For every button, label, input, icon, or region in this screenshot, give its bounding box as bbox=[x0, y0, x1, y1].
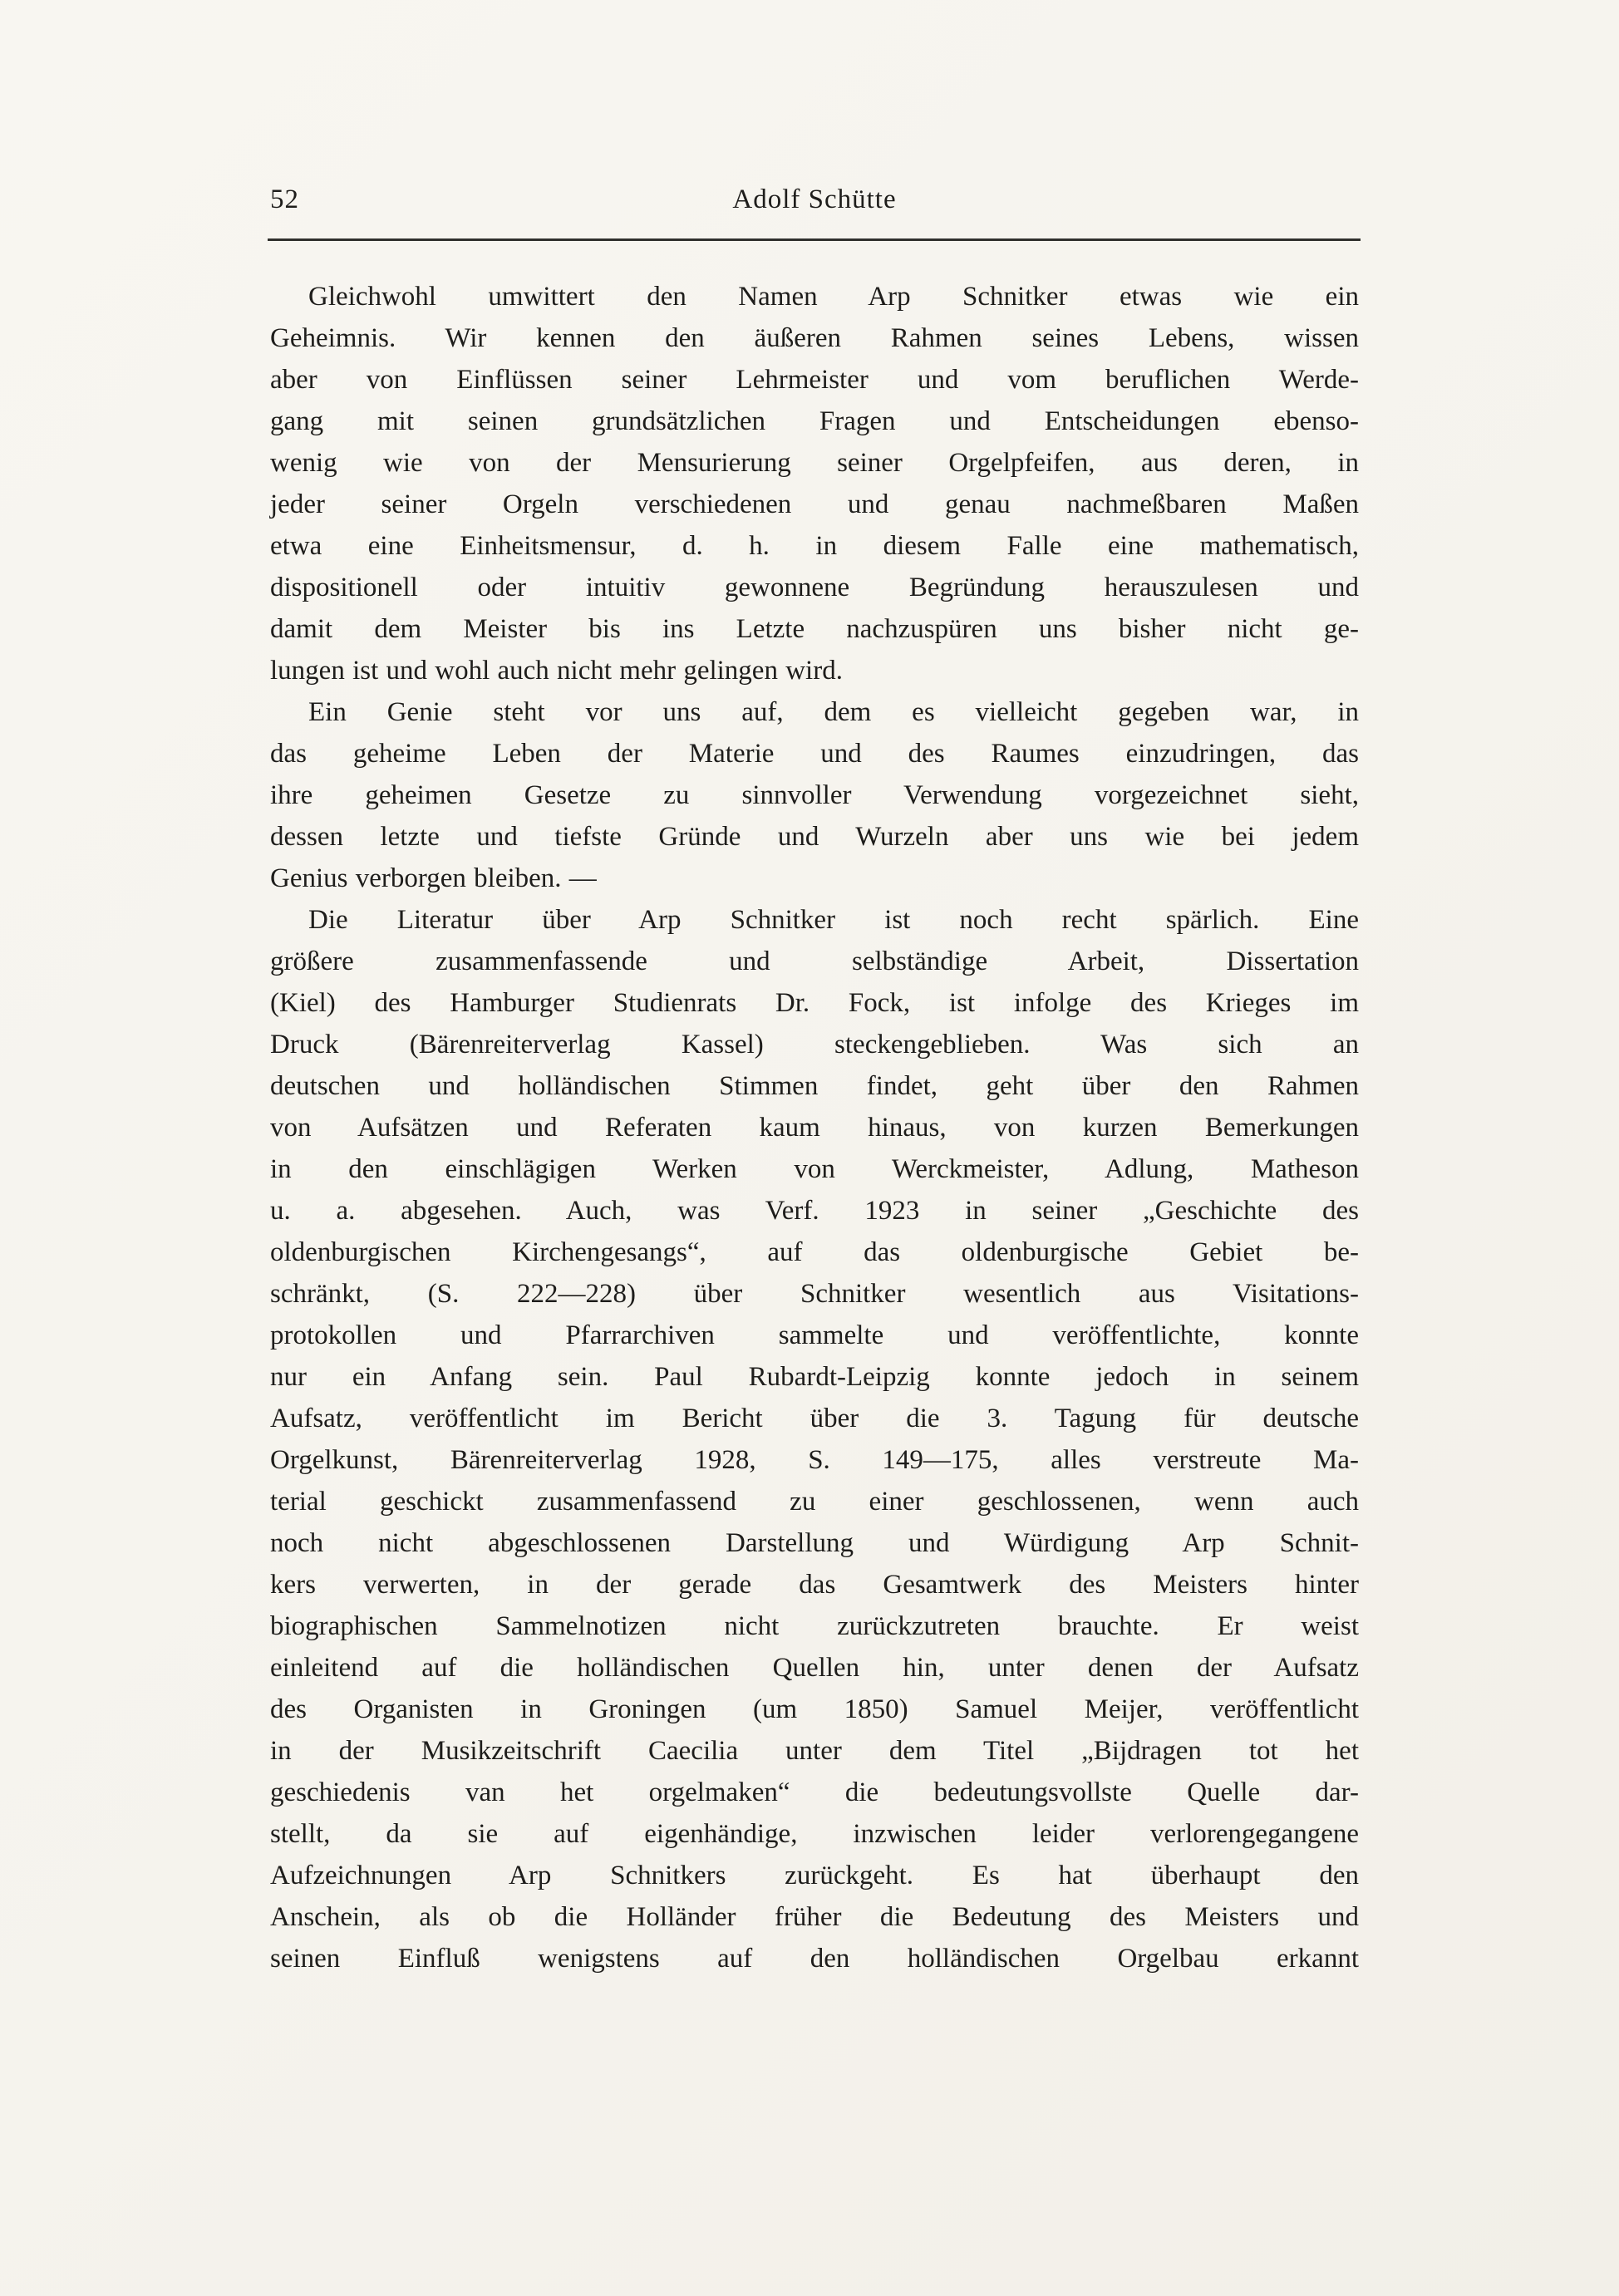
text-line: dispositionell oder intuitiv gewonnene Begründung herauszulesen und bbox=[270, 573, 1359, 602]
text-line: gang mit seinen grundsätzlichen Fragen und Entscheidungen ebenso- bbox=[270, 406, 1359, 436]
text-line: in den einschlägigen Werken von Werckmeister, Adlung, Matheson bbox=[270, 1154, 1359, 1184]
text-line: etwa eine Einheitsmensur, d. h. in diesem Falle eine mathematisch, bbox=[270, 531, 1359, 561]
text-line: Aufzeichnungen Arp Schnitkers zurückgeht. Es hat überhaupt den bbox=[270, 1861, 1359, 1890]
text-line: lungen ist und wohl auch nicht mehr gelingen wird. bbox=[270, 656, 843, 686]
running-header-title: Adolf Schütte bbox=[732, 184, 897, 214]
text-line: schränkt, (S. 222—228) über Schnitker wesentlich aus Visitations- bbox=[270, 1279, 1359, 1309]
text-line: deutschen und holländischen Stimmen findet, geht über den Rahmen bbox=[270, 1071, 1359, 1101]
text-line: Anschein, als ob die Holländer früher die Bedeutung des Meisters und bbox=[270, 1902, 1359, 1932]
text-line: biographischen Sammelnotizen nicht zurückzutreten brauchte. Er weist bbox=[270, 1611, 1359, 1641]
text-line: oldenburgischen Kirchengesangs“, auf das oldenburgische Gebiet be- bbox=[270, 1237, 1359, 1267]
text-line: in der Musikzeitschrift Caecilia unter dem Titel „Bijdragen tot het bbox=[270, 1736, 1359, 1766]
text-line: kers verwerten, in der gerade das Gesamtwerk des Meisters hinter bbox=[270, 1570, 1359, 1600]
text-line: des Organisten in Groningen (um 1850) Samuel Meijer, veröffentlicht bbox=[270, 1694, 1359, 1724]
text-line: einleitend auf die holländischen Quellen hin, unter denen der Aufsatz bbox=[270, 1653, 1359, 1683]
text-line: das geheime Leben der Materie und des Raumes einzudringen, das bbox=[270, 739, 1359, 769]
text-line: stellt, da sie auf eigenhändige, inzwischen leider verlorengegangene bbox=[270, 1819, 1359, 1849]
text-line: geschiedenis van het orgelmaken“ die bedeutungsvollste Quelle dar- bbox=[270, 1777, 1359, 1807]
text-line: Die Literatur über Arp Schnitker ist noch recht spärlich. Eine bbox=[308, 905, 1359, 935]
text-line: protokollen und Pfarrarchiven sammelte und veröffentlichte, konnte bbox=[270, 1320, 1359, 1350]
text-line: Druck (Bärenreiterverlag Kassel) steckengeblieben. Was sich an bbox=[270, 1030, 1359, 1060]
page-header bbox=[270, 181, 1359, 218]
text-line: Orgelkunst, Bärenreiterverlag 1928, S. 149—175, alles verstreute Ma- bbox=[270, 1445, 1359, 1475]
text-line: größere zusammenfassende und selbständige Arbeit, Dissertation bbox=[270, 946, 1359, 976]
text-line: damit dem Meister bis ins Letzte nachzuspüren uns bisher nicht ge- bbox=[270, 614, 1359, 644]
page-number: 52 bbox=[270, 184, 299, 214]
text-line: seinen Einfluß wenigstens auf den holländischen Orgelbau erkannt bbox=[270, 1944, 1359, 1974]
text-line: aber von Einflüssen seiner Lehrmeister und vom beruflichen Werde- bbox=[270, 365, 1359, 395]
body-text bbox=[270, 276, 1359, 1979]
text-line: jeder seiner Orgeln verschiedenen und genau nachmeßbaren Maßen bbox=[270, 489, 1359, 519]
text-line: von Aufsätzen und Referaten kaum hinaus, von kurzen Bemerkungen bbox=[270, 1113, 1359, 1143]
text-line: Gleichwohl umwittert den Namen Arp Schnitker etwas wie ein bbox=[308, 282, 1359, 312]
text-line: nur ein Anfang sein. Paul Rubardt-Leipzig konnte jedoch in seinem bbox=[270, 1362, 1359, 1392]
text-line: Aufsatz, veröffentlicht im Bericht über die 3. Tagung für deutsche bbox=[270, 1404, 1359, 1433]
text-line: ihre geheimen Gesetze zu sinnvoller Verwendung vorgezeichnet sieht, bbox=[270, 780, 1359, 810]
text-line: (Kiel) des Hamburger Studienrats Dr. Fock, ist infolge des Krieges im bbox=[270, 988, 1359, 1018]
text-line: Geheimnis. Wir kennen den äußeren Rahmen seines Lebens, wissen bbox=[270, 323, 1359, 353]
text-line: u. a. abgesehen. Auch, was Verf. 1923 in seiner „Geschichte des bbox=[270, 1196, 1359, 1226]
text-line: Genius verborgen bleiben. — bbox=[270, 863, 597, 893]
text-line: Ein Genie steht vor uns auf, dem es vielleicht gegeben war, in bbox=[308, 697, 1359, 727]
text-line: terial geschickt zusammenfassend zu einer geschlossenen, wenn auch bbox=[270, 1487, 1359, 1517]
text-line: dessen letzte und tiefste Gründe und Wurzeln aber uns wie bei jedem bbox=[270, 822, 1359, 852]
text-line: wenig wie von der Mensurierung seiner Orgelpfeifen, aus deren, in bbox=[270, 448, 1359, 478]
header-rule bbox=[268, 238, 1361, 241]
text-line: noch nicht abgeschlossenen Darstellung und Würdigung Arp Schnit- bbox=[270, 1528, 1359, 1558]
